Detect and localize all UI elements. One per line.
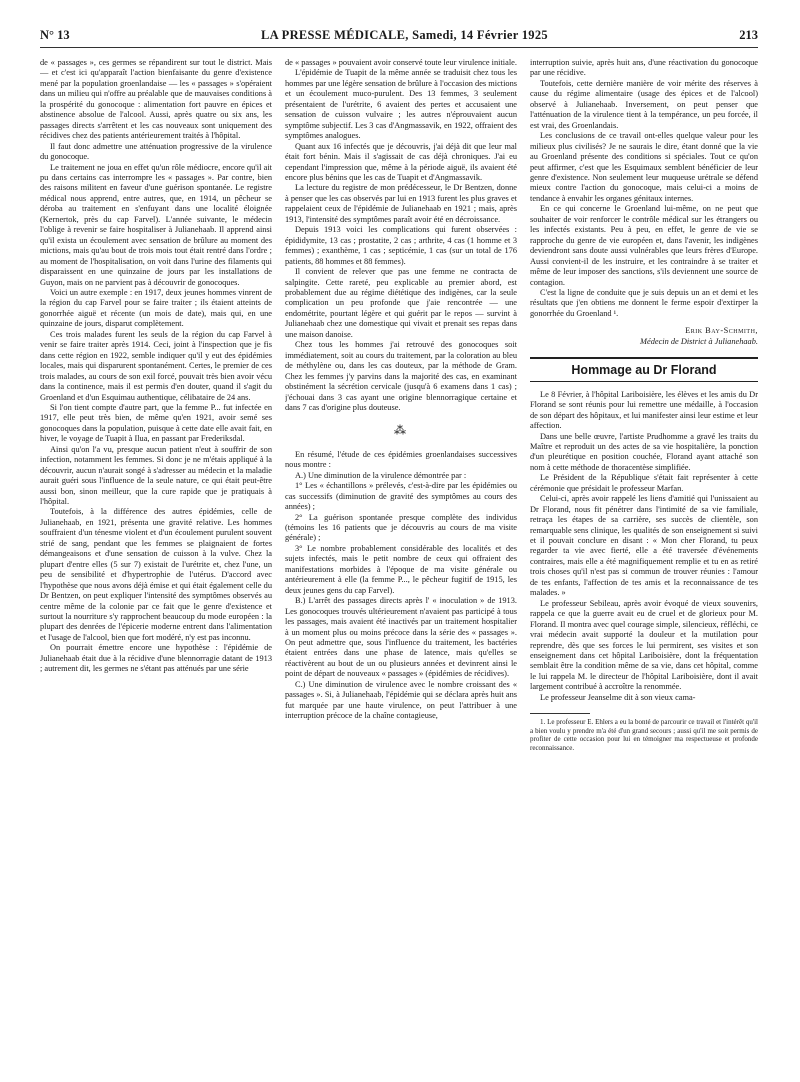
paragraph: 1° Les « échantillons » prélevés, c'est-à-dire par les épidémies ou cas successifs (diminution de gravité des symptômes au cours des années) ; <box>285 481 517 512</box>
paragraph: Si l'on tient compte d'autre part, que la femme P... fut infectée en 1917, elle peut très bien, de même qu'en 1921, avoir semé ses gonocoques dans la population, puisque à cette date elle avait fait, en hiver, le voyage de Tuapit à Ilua, en passant par Frederiksdal. <box>40 402 272 444</box>
footnote: 1. Le professeur E. Ehlers a eu la bonté de parcourir ce travail et l'intérêt qu'il a bien voulu y prendre m'a été d'un grand secours ; aussi qu'il me soit permis de profiter de cette occasion pour lui en témoigner ma respectueuse et profonde reconnaissance. <box>530 718 758 753</box>
author-name: Erik Bay-Schmith, <box>685 326 758 336</box>
issue-number: N° 13 <box>40 28 70 42</box>
paragraph: Depuis 1913 voici les complications qui furent observées : épididymite, 13 cas ; prostatite, 2 cas ; arthrite, 4 cas (1 homme et 3 femmes) ; exanthème, 1 cas ; septicémie, 1 cas (sur un total de 176 patients, 88 hommes et 88 femmes). <box>285 225 517 266</box>
paragraph: Celui-ci, après avoir rappelé les liens d'amitié qui l'unissaient au Dr Florand, nous fit pénétrer dans l'intimité de sa vie familiale, retraça les étapes de sa carrière, ses succès de clientèle, son remarquable sens clinique, les qualités de son enseignement si suivi et il pouvait conclure en disant : « Mon cher Florand, tu peux regarder ta vie avec fierté, elle a été traversée d'événements contraires, mais elle a été magnifiquement remplie et tu en as retiré trois choses qu'il n'est pas si commun de trouver réunies : l'amour de tes enfants, l'affection de tes amis et la reconnaissance de tes malades. » <box>530 494 758 598</box>
paragraph: Voici un autre exemple : en 1917, deux jeunes hommes vinrent de la région du cap Farvel pour se faire traiter ; ils étaient atteints de gonorrhée aiguë et récente (un mois de date), mais qui, en une quinzaine de jours, disparut complètement. <box>40 287 272 329</box>
paragraph: La lecture du registre de mon prédécesseur, le Dr Bentzen, donne à penser que les cas observés par lui en 1913 furent les plus graves et rappelaient ceux de l'épidémie de Julianehaab en 1921 ; mais, après 1913, l'intensité des symptômes paraît avoir été en décroissance. <box>285 183 517 224</box>
paragraph: B.) L'arrêt des passages directs après l' « inoculation » de 1913. Les gonocoques trouvés ultérieurement n'avaient pas participé à tous les passages, mais avaient été inactivés par un traitement hospitalier à un moment plus ou moins précoce dans la série des « passages ». On peut admettre que, sous l'influence du traitement, les bactéries étaient entrées dans une phase de latence, mais qu'elles se réactivèrent au bout de un ou plusieurs années et devinrent ainsi le point de départ de nouveaux « passages » (épidémies de récidives). <box>285 596 517 679</box>
paragraph: A.) Une diminution de la virulence démontrée par : <box>295 470 467 480</box>
column-2 <box>285 58 517 1070</box>
paragraph: Toutefois, cette dernière manière de voir mérite des réserves à cause du régime alimentaire (usage des épices et de l'alcool) observé à Julianehaab. Inversement, on peut penser que l'atténuation de la virulence tient à la tempérance, un peu forcée, il est vrai, des Groenlandais. <box>530 78 758 130</box>
paragraph: Le Président de la République s'était fait représenter à cette cérémonie que présidait le professeur Marfan. <box>530 473 758 493</box>
paragraph: interruption suivie, après huit ans, d'une réactivation du gonocoque par une récidive. <box>530 58 758 78</box>
paragraph: Le professeur Sebileau, après avoir évoqué de vieux souvenirs, rappela ce que la guerre avait eu de cruel et de glorieux pour M. Florand. Il montra avec quel courage simple, silencieux, réfléchi, ce vrai médecin avait supporté la douleur et la mutilation pour reprendre, dès que ses forces le lui permirent, ses visites et son enseignement dans cet hôpital Lariboisière, dont la fréquentation semblait être la condition même de sa vie, dans cet hôpital, comme le lui rappela M. le directeur de l'hôpital Lariboisière, dont il avait largement contribué à accroître la renommée. <box>530 598 758 692</box>
paragraph: Ainsi qu'on l'a vu, presque aucun patient n'eut à souffrir de son infection, notamment les femmes. Si donc je ne m'étais appliqué à la découvrir, aucun n'aurait songé à s'adresser au médecin et la maladie aurait guéri sous l'influence de la seule nature, ce qui était peut-être aussi bon, sinon meilleur, que la cure rapide que je pratiquais à l'hôpital. <box>40 444 272 507</box>
paragraph: Il faut donc admettre une atténuation progressive de la virulence du gonocoque. <box>40 141 272 162</box>
paragraph: Le professeur Jeanselme dit à son vieux cama- <box>540 692 696 702</box>
publication-title: LA PRESSE MÉDICALE, Samedi, 14 Février 1925 <box>260 28 548 42</box>
hommage-article <box>530 390 758 704</box>
paragraph: C'est la ligne de conduite que je suis depuis un an et demi et les résultats que j'en obtiens me donnent le ferme espoir d'extirper la gonorrhée du Groenland ¹. <box>530 287 758 318</box>
page-number: 213 <box>739 28 758 42</box>
section-separator: ⁂ <box>394 423 408 438</box>
paragraph: 3° Le nombre probablement considérable des localités et des sujets infectés, mais le petit nombre de ceux qui offraient des manifestations morbides à l'époque de ma visite générale ou antérieurement à elle (la femme P..., le pêcheur fugitif de 1915, les deux jeunes gens du cap Farvel). <box>285 543 517 595</box>
page-header <box>40 28 758 48</box>
section-title-hommage: Hommage au Dr Florand <box>530 357 758 381</box>
footnote-divider <box>530 713 590 714</box>
paragraph: de « passages », ces germes se répandirent sur tout le district. Mais — et c'est ici qu'apparaît l'action bienfaisante du genre d'existence mené par la population groenlandaise — les « passages » s'opéraient dans un milieu qui n'offre au préalable que de mauvaises conditions à la prospérité du gonocoque : alimentation fort pauvre en épices et abstinence absolue de l'alcool. Aussi, après quatre ou six ans, les passages directs s'arrêtent et les cas nouveaux sont uniquement des récidives chez des patients antérieurement traités à l'hôpital. <box>40 58 272 141</box>
paragraph: Il convient de relever que pas une femme ne contracta de salpingite. Cette rareté, peu explicable au premier abord, est probablement due au régime diététique des indigènes, car la seule complication un peu profonde que j'aie rencontrée — une endométrite, pourtant légère et qui guérit par le repos — survint à Julianehaab chez une domestique qui vivait et prenait ses repas dans une maison danoise. <box>285 267 517 339</box>
column-3 <box>530 58 758 1070</box>
paragraph: En résumé, l'étude de ces épidémies groenlandaises successives nous montre : <box>285 449 517 470</box>
paragraph: Quant aux 16 infectés que je découvris, j'ai déjà dit que leur mal était fort bénin. Mais il s'agissait de cas déjà chroniques. J'ai eu cependant l'impression que, même à la période aiguë, ils avaient été encore plus bénins que les cas de Tuapit et d'Angmassavik. <box>285 141 517 182</box>
paragraph: Le 8 Février, à l'hôpital Lariboisière, les élèves et les amis du Dr Florand se sont réunis pour lui remettre une médaille, à l'occasion de son départ des hôpitaux, et lui manifester ainsi leur estime et leur affection. <box>530 389 758 431</box>
paragraph: Chez tous les hommes j'ai retrouvé des gonocoques soit immédiatement, soit au cours du traitement, par la coloration au bleu de méthylène ou, dans les cas douteux, par la méthode de Gram. Chez les femmes j'y parvins dans la majorité des cas, en examinant obstinément la sécrétion cervicale (jusqu'à 6 examens dans 1 cas) ; j'échouai dans 3 cas ayant une origine blennorragique certaine et dans 7 cas d'origine plus douteuse. <box>285 340 517 412</box>
paragraph: C.) Une diminution de virulence avec le nombre croissant des « passages ». Si, à Julianehaab, l'épidémie qui se déclara après huit ans fut marquée par une haute virulence, on peut l'attribuer à une interruption précoce de la chaîne contagieuse, <box>285 679 517 721</box>
paragraph: de « passages » pouvaient avoir conservé toute leur virulence initiale. <box>285 58 517 67</box>
article-conclusion <box>530 58 758 319</box>
paragraph: 2° La guérison spontanée presque complète des individus (témoins les 16 patients que je découvris au cours de ma visite générale) ; <box>285 512 517 543</box>
paragraph: Le traitement ne joua en effet qu'un rôle médiocre, encore qu'il ait pu dans certains cas interrompre les « passages ». Par contre, bien des raisons militent en faveur d'une guérison spontanée. Le registre médical nous apprend, entre autres, que, en 1914, un pêcheur se déroba au traitement en s'enfuyant dans une localité éloignée (Kernertok, près du cap Farvel). L'année suivante, le médecin l'oblige à revenir se faire hospitaliser à Julianehaab. Il apprend ainsi qu'il exista un écoulement avec sensation de brûlure au moment des mictions, mais qu'au bout de trois mois tout était rentré dans l'ordre ; au moment de l'hospitalisation, on voit dans l'urine des filaments qui disparaissent en une quinzaine de jours par les installations de Guyon, mais on ne parvient pas à découvrir de gonocoques. <box>40 162 272 287</box>
author-role: Médecin de District à Julianehaab. <box>640 336 758 346</box>
paragraph: En ce qui concerne le Groenland lui-même, on ne peut que souhaiter de voir renforcer le contrôle médical sur les étrangers ou les infectés existants. Peu à peu, en effet, le genre de vie se rapproche du genre de vie européen et, dans l'avenir, les indigènes deviendront sans doute aussi vulnérables que leurs frères d'Europe. Aussi convient-il de les instruire, et les contraindre à se traiter et même de leur imposer des sanctions, s'ils deviennent une source de contagion. <box>530 204 758 287</box>
paragraph: L'épidémie de Tuapit de la même année se traduisit chez tous les hommes par une légère sensation de brûlure à l'occasion des mictions et un écoulement muco-purulent. Des 13 femmes, 3 seulement présentaient de l'urétrite, 6 avaient des pertes et accusaient une sensation de cuisson vulvaire ; les autres n'éprouvaient aucun symptôme subjectif. Les 3 cas d'Angmassavik, en 1922, offraient des symptômes analogues. <box>285 68 517 141</box>
column-1 <box>40 58 272 1070</box>
paragraph: Dans une belle œuvre, l'artiste Prudhomme a gravé les traits du Maître et reproduit un des actes de sa vie hospitalière, la ponction d'un pleurétique en position couchée, Florand ayant attaché son nom à cette méthode de thoracentèse simplifiée. <box>530 431 758 472</box>
author-signature <box>530 326 758 347</box>
paragraph: Les conclusions de ce travail ont-elles quelque valeur pour les milieux plus civilisés? Je ne saurais le dire, étant donné que la vie au Groenland présente des conditions si spéciales. Tout ce qu'on peut affirmer, c'est que les Esquimaux semblent bénéficier de leur genre d'existence. Non seulement leur muqueuse urétrale se défend mieux contre l'action du gonocoque, mais celui-ci a moins de tendance à envahir les organes génitaux internes. <box>530 131 758 203</box>
paragraph: Ces trois malades furent les seuls de la région du cap Farvel à venir se faire traiter après 1914. Ceci, joint à l'inspection que je fis dans cette région en 1922, semble indiquer qu'il y eut des épidémies locales, mais qui disparurent spontanément. Certes, le premier de ces trois malades, au cours de son exil forcé, pouvait très bien avoir vécu dans la continence, mais il est permis d'en douter, quand il s'agit du Groenland et d'un Esquimau authentique, célibataire de 24 ans. <box>40 329 272 402</box>
paragraph: Toutefois, à la différence des autres épidémies, celle de Julianehaab, en 1921, présenta une gravité relative. Les hommes souffraient d'un ténesme violent et d'un écoulement purulent souvent strié de sang, pendant que les femmes se plaignaient de fortes démangeaisons et d'une sensation de cuisson à la vulve. Chez la plupart d'entre elles (5 sur 7) existait de l'urétrite et, chez l'une, un peu de sensibilité et d'hypertrophie de l'utérus. D'accord avec l'hypothèse que nous avons déjà émise et qui était également celle du Dr Bentzen, on peut expliquer l'intensité des symptômes observés au centre même de la colonie par ce fait que le genre d'existence et surtout la nourriture s'y rapprochent beaucoup du mode européen : la plupart des denrées de l'épicerie moderne entrent dans l'alimentation et l'usage de l'alcool, bien que fort modéré, n'y est pas inconnu. <box>40 507 272 642</box>
paragraph: On pourrait émettre encore une hypothèse : l'épidémie de Julianehaab était due à la récidive d'une blennorragie datant de 1913 ; autrement dit, les germes ne s'étant pas atténués par une série <box>40 643 272 674</box>
